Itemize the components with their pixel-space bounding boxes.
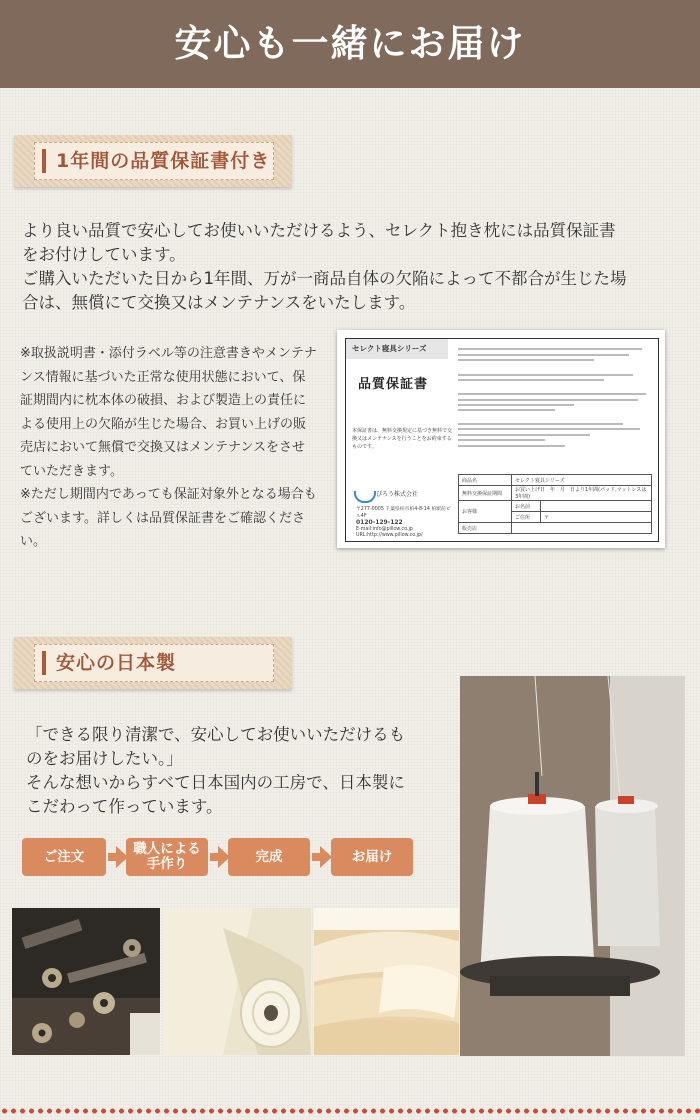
- company-logo-icon: [354, 491, 376, 503]
- warranty-paragraph: [22, 220, 682, 314]
- label-bar-icon: [42, 149, 46, 173]
- cert-cell: [512, 523, 652, 534]
- warranty-notes: [20, 342, 320, 554]
- paragraph-line: そんな想いからすべて日本国内の工房で、日本製に: [26, 773, 405, 792]
- cert-terms-text: [458, 345, 652, 450]
- cert-description: 本保証書は、無料交換規定に基づき無料で交換又はメンテナンスを行うことをお約束するものです。: [352, 428, 453, 450]
- fabric-roll-photo: [163, 908, 311, 1055]
- paragraph-line: こだわって作っています。: [26, 797, 223, 816]
- cert-cell: [541, 501, 652, 512]
- label-bar-icon: [42, 651, 46, 675]
- japan-label-text: 安心の日本製: [56, 652, 177, 674]
- cert-address: 〒277-0005 千葉県柏市柏4-8-14 柏駅前ビル4F 0120-129-122 E-mail:info@pillow.co.jp URL:http://www.pillow.co.jp/: [356, 507, 451, 538]
- cert-table: [458, 474, 652, 534]
- warranty-certificate-image: [337, 330, 665, 548]
- cert-cell: お客様: [459, 501, 512, 523]
- paragraph-line: 「できる限り清潔で、安心してお使いいただけるも: [26, 725, 406, 744]
- flow-step-order: ご注文: [22, 838, 106, 876]
- cert-cell: お買い上げ日 年 月 日より1年間(パッド,マットレスは3年間): [512, 486, 652, 501]
- cert-cell: 商品名: [459, 475, 512, 486]
- paragraph-line: より良い品質で安心してお使いいただけるよう、セレクト抱き枕には品質保証書: [22, 221, 616, 240]
- cert-cell: 無料交換保証期間: [459, 486, 512, 501]
- warranty-label-text: 1年間の品質保証書付き: [56, 150, 271, 172]
- paragraph-line: のをお届けしたい。」: [26, 749, 183, 768]
- cert-cell: ご住所: [512, 512, 541, 523]
- cert-cell: お名前: [512, 501, 541, 512]
- note-1: ※取扱説明書・添付ラベル等の注意書きやメンテナ ンス情報に基づいた正常な使用状態において、保 証期間内に枕本体の破損、および製造上の責任に よる使用上の欠陥が生じた場合、お買い上げの販 売店において無償で交換又はメンテナンスをさせ ていただきます。: [20, 346, 317, 479]
- paragraph-line: をお付けしています。: [22, 245, 186, 264]
- pillows-photo: [314, 908, 459, 1055]
- page-title: 安心も一緒にお届け: [0, 10, 700, 78]
- note-2: ※ただし期間内であっても保証対象外となる場合も ございます。詳しくは品質保証書をご確認くださ い。: [20, 487, 317, 549]
- japan-paragraph: [26, 724, 456, 818]
- decorative-dots-border: [0, 1106, 700, 1116]
- cert-cell: セレクト寝具シリーズ: [512, 475, 652, 486]
- cert-header: セレクト寝具シリーズ: [346, 339, 448, 359]
- warranty-section-label: [14, 135, 292, 187]
- cert-company: ぴろう株式会社: [376, 491, 419, 498]
- paragraph-line: 合は、無償にて交換又はメンテナンスをいたします。: [22, 293, 416, 312]
- cert-cell: 〒: [541, 512, 652, 523]
- japan-section-label: [14, 637, 292, 689]
- flow-step-complete: 完成: [228, 838, 310, 876]
- cert-cell: 販売店: [459, 523, 512, 534]
- cert-title: 品質保証書: [358, 377, 429, 392]
- thread-spools-photo: [460, 676, 685, 1056]
- flow-step-delivery: お届け: [331, 838, 413, 876]
- sewing-machine-photo: [12, 908, 160, 1055]
- flow-step-handmade: 職人による 手作り: [126, 838, 208, 876]
- paragraph-line: ご購入いただいた日から1年間、万が一商品自体の欠陥によって不都合が生じた場: [22, 269, 627, 288]
